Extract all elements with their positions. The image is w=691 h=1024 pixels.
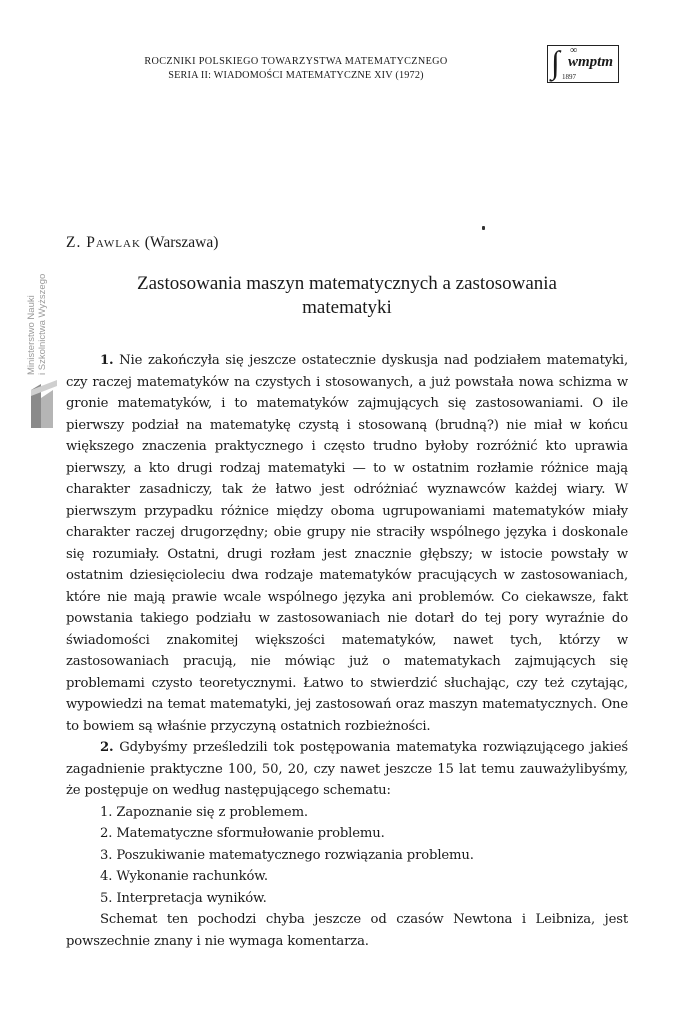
- ministry-logo-icon: [31, 380, 57, 428]
- ministry-watermark-text: Ministerstwo Nauki i Szkolnictwa Wyższego: [26, 273, 48, 375]
- schema-list: [66, 802, 628, 910]
- list-item: 5. Interpretacja wyników.: [100, 890, 267, 906]
- logo-infinity: ∞: [570, 45, 578, 56]
- closing-paragraph: Schemat ten pochodzi chyba jeszcze od czasów Newtona i Leibniza, jest powszechnie znany i nie wymaga komentarza.: [66, 912, 628, 949]
- author-affiliation: (Warszawa): [144, 234, 219, 251]
- section-1-number: 1.: [100, 353, 114, 368]
- list-item: 3. Poszukiwanie matematycznego rozwiązania problemu.: [100, 847, 474, 863]
- ministry-watermark: [14, 245, 60, 430]
- journal-header: [66, 55, 526, 82]
- title-line-2: matematyki: [302, 297, 392, 318]
- list-item: 1. Zapoznanie się z problemem.: [100, 804, 308, 820]
- article-body: [66, 350, 628, 952]
- list-item: 2. Matematyczne sformułowanie problemu.: [100, 826, 385, 841]
- author-line: [66, 234, 218, 252]
- list-item: 4. Wykonanie rachunków.: [100, 869, 268, 884]
- author-name: Z. Pawlak: [66, 234, 141, 251]
- integral-icon: ∫: [551, 44, 560, 80]
- logo-wordmark: wmptm: [568, 54, 614, 70]
- ptm-logo: [547, 45, 619, 83]
- print-speck: [482, 226, 485, 230]
- section-1-text: Nie zakończyła się jeszcze ostatecznie dyskusja nad podziałem matematyki, czy raczej matematyków na czystych i stosowanych, a już powstała nowa schizma w gronie matematyków, i to matematyków zajmujących się zastosowaniami. O ile pierwszy podział na matematykę czystą i stosowaną (brudną?) nie miał w końcu większego znaczenia praktycznego i często trudno byłoby rozróżnić kto uprawia pierwszy, a kto drugi rodzaj matematyki — to w ostatnim rozłamie różnice mają charakter zasadniczy, tak że łatwo jest odróżniać wyznawców każdej wiary. W pierwszym przypadku różnice między oboma ugrupowaniami matematyków miały charakter raczej drugorzędny; obie grupy nie straciły wspólnego języka i doskonale się rozumiały. Ostatni, drugi rozłam jest znacznie głębszy; w istocie powstały w ostatnim dziesięcioleciu dwa rodzaje matematyków pracujących w zastosowaniach, które nie mają prawie wcale wspólnego języka ani problemów. Co ciekawsze, fakt powstania takiego podziału w zastosowaniach nie dotarł do tej pory wyraźnie do świadomości znakomitej większości matematyków, nawet tych, którzy w zastosowaniach pracują, nie mówiąc już o matematykach zajmujących się problemami czysto teoretycznymi. Łatwo to stwierdzić słuchając, czy też czytając, wypowiedzi na temat matematyki, jej zastosowań oraz maszyn matematycznych. One to bowiem są właśnie przyczyną ostatnich rozbieżności.: [66, 353, 628, 734]
- logo-year: 1897: [562, 73, 576, 81]
- article-title: [66, 272, 628, 320]
- title-line-1: Zastosowania maszyn matematycznych a zastosowania: [137, 273, 557, 294]
- section-2-number: 2.: [100, 740, 114, 755]
- section-2-text: Gdybyśmy prześledzili tok postępowania matematyka rozwiązującego jakieś zagadnienie praktyczne 100, 50, 20, czy nawet jeszcze 15 lat temu zauważylibyśmy, że postępuje on według następującego schematu:: [66, 740, 628, 798]
- section-2-paragraph: [66, 737, 628, 802]
- journal-series: SERIA II: WIADOMOŚCI MATEMATYCZNE XIV (1972): [168, 69, 424, 81]
- journal-name: ROCZNIKI POLSKIEGO TOWARZYSTWA MATEMATYCZNEGO: [144, 56, 448, 67]
- section-1-paragraph: [66, 350, 628, 737]
